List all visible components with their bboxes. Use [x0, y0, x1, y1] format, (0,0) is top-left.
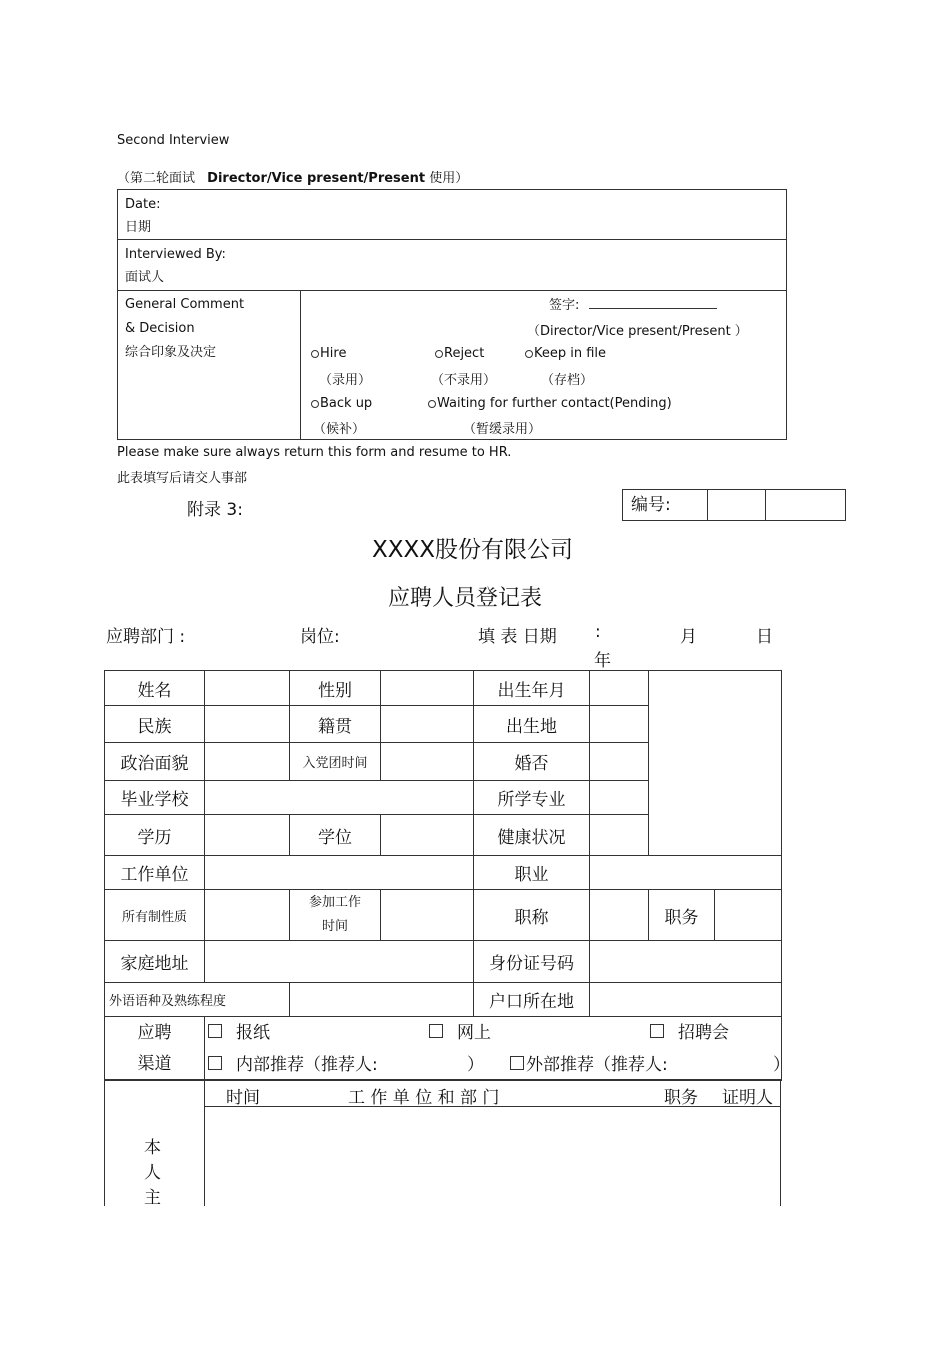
resume-left-border [104, 1080, 105, 1206]
newspaper-label: 报纸 [236, 1023, 270, 1043]
fair-label: 招聘会 [678, 1023, 729, 1043]
hire-cn: （录用） [319, 373, 372, 388]
radio-circle-icon [311, 350, 319, 358]
channel-online[interactable] [429, 1018, 491, 1043]
id-number-input[interactable] [590, 941, 782, 983]
internal-close: ） [467, 1055, 484, 1075]
party-time-label: 入党团时间 [290, 743, 381, 781]
channel-fair[interactable] [650, 1018, 729, 1043]
duty-input[interactable] [715, 890, 782, 941]
option-keep[interactable] [525, 346, 606, 361]
registration-table [104, 670, 790, 1081]
option-backup[interactable] [311, 396, 372, 411]
resume-side-2: 人 [144, 1163, 161, 1183]
work-start-line-1: 参加工作 [308, 895, 361, 910]
birth-input[interactable] [590, 671, 649, 706]
radio-circle-icon [428, 400, 436, 408]
fill-date-colon: : [595, 622, 601, 642]
day-label: 日 [756, 627, 773, 647]
title-label: 职称 [474, 890, 590, 941]
online-label: 网上 [457, 1023, 491, 1043]
language-input[interactable] [290, 983, 474, 1017]
radio-circle-icon [525, 350, 533, 358]
date-label-cn: 日期 [125, 220, 152, 235]
health-label: 健康状况 [474, 815, 590, 856]
resume-section [104, 1079, 781, 1206]
subtitle-post: 使用） [429, 171, 469, 186]
title-input[interactable] [590, 890, 649, 941]
reject-label: Reject [444, 346, 485, 361]
degree-label: 学位 [290, 815, 381, 856]
decision-cell [301, 291, 787, 440]
party-time-input[interactable] [381, 743, 474, 781]
radio-circle-icon [435, 350, 443, 358]
return-note-en: Please make sure always return this form and resume to HR. [117, 445, 512, 460]
year-label: 年 [594, 651, 611, 671]
channel-label-1: 应聘 [137, 1022, 172, 1043]
subtitle-bold: Director/Vice present/Present [207, 171, 426, 186]
birthplace-input[interactable] [590, 706, 649, 743]
major-input[interactable] [590, 781, 649, 815]
keep-cn: （存档） [541, 373, 594, 388]
id-number-label: 身份证号码 [474, 941, 590, 983]
radio-circle-icon [311, 400, 319, 408]
hire-label: Hire [320, 346, 347, 361]
keep-label: Keep in file [534, 346, 607, 361]
date-field[interactable] [118, 190, 787, 240]
degree-input[interactable] [381, 815, 474, 856]
option-hire[interactable] [311, 346, 346, 361]
number-label: 编号: [623, 490, 708, 520]
channel-external[interactable] [510, 1050, 668, 1075]
fill-date-label: 填 表 日期 [478, 627, 557, 647]
gender-input[interactable] [381, 671, 474, 706]
comment-label-cell [118, 291, 301, 440]
waiting-cn: （暂缓录用） [463, 422, 542, 437]
channel-options [205, 1017, 790, 1081]
name-input[interactable] [205, 671, 290, 706]
subtitle-pre: （第二轮面试 [117, 171, 196, 186]
waiting-label: Waiting for further contact(Pending) [437, 396, 672, 411]
hukou-label: 户口所在地 [474, 983, 590, 1017]
work-start-input[interactable] [381, 890, 474, 941]
school-input[interactable] [205, 781, 474, 815]
month-label: 月 [680, 627, 697, 647]
backup-label: Back up [320, 396, 373, 411]
work-start-line-2: 时间 [321, 919, 348, 934]
interviewer-field[interactable] [118, 240, 787, 291]
resume-col-time: 时间 [226, 1088, 260, 1108]
political-label: 政治面貌 [105, 743, 205, 781]
birthplace-label: 出生地 [474, 706, 590, 743]
interviewer-label-cn: 面试人 [125, 270, 165, 285]
language-label: 外语语种及熟练程度 [105, 983, 290, 1017]
sign-label: 签字: [549, 298, 580, 313]
channel-newspaper[interactable] [208, 1018, 270, 1043]
education-label: 学历 [105, 815, 205, 856]
resume-side-1: 本 [144, 1138, 161, 1158]
health-input[interactable] [590, 815, 649, 856]
reject-cn: （不录用） [431, 373, 497, 388]
external-close: ） [773, 1055, 790, 1075]
employer-input[interactable] [205, 856, 474, 890]
marital-input[interactable] [590, 743, 649, 781]
native-input[interactable] [381, 706, 474, 743]
return-note-cn: 此表填写后请交人事部 [117, 471, 248, 486]
work-start-label [290, 890, 381, 941]
interviewer-label-en: Interviewed By: [125, 247, 226, 262]
channel-label [105, 1017, 205, 1081]
signature-line[interactable] [549, 294, 717, 313]
second-interview-subtitle [117, 167, 468, 186]
ownership-input[interactable] [205, 890, 290, 941]
comment-label-cn: 综合印象及决定 [125, 345, 217, 360]
option-waiting[interactable] [428, 396, 672, 411]
address-label: 家庭地址 [105, 941, 205, 983]
signature-underline [589, 298, 717, 309]
sign-role: （Director/Vice present/Present ） [527, 324, 748, 339]
number-cell-2[interactable] [766, 490, 844, 520]
school-label: 毕业学校 [105, 781, 205, 815]
ethnicity-input[interactable] [205, 706, 290, 743]
backup-cn: （候补） [313, 422, 366, 437]
ethnicity-label: 民族 [105, 706, 205, 743]
political-input[interactable] [205, 743, 290, 781]
channel-internal[interactable] [208, 1050, 378, 1075]
second-interview-title: Second Interview [117, 133, 230, 148]
position-label: 岗位: [300, 627, 340, 647]
resume-side-3: 主 [144, 1188, 161, 1208]
form-title: 应聘人员登记表 [388, 586, 543, 611]
native-label: 籍贯 [290, 706, 381, 743]
name-label: 姓名 [105, 671, 205, 706]
resume-divider [204, 1080, 205, 1206]
education-input[interactable] [205, 815, 290, 856]
duty-label: 职务 [649, 890, 715, 941]
second-interview-table [117, 189, 787, 440]
number-box [622, 489, 846, 521]
number-cell-1[interactable] [708, 490, 766, 520]
birth-label: 出生年月 [474, 671, 590, 706]
option-reject[interactable] [435, 346, 484, 361]
resume-col-unit: 工 作 单 位 和 部 门 [348, 1088, 500, 1108]
checkbox-icon [650, 1024, 664, 1038]
marital-label: 婚否 [474, 743, 590, 781]
employer-label: 工作单位 [105, 856, 205, 890]
company-name: XXXX股份有限公司 [372, 537, 574, 563]
photo-area[interactable] [649, 671, 782, 856]
hukou-input[interactable] [590, 983, 782, 1017]
comment-label-en-1: General Comment [125, 297, 245, 312]
date-label-en: Date: [125, 197, 161, 212]
address-input[interactable] [205, 941, 474, 983]
occupation-input[interactable] [590, 856, 782, 890]
resume-right-border [780, 1080, 781, 1206]
occupation-label: 职业 [474, 856, 590, 890]
checkbox-icon [510, 1056, 524, 1070]
appendix-label: 附录 3: [187, 500, 243, 520]
external-label: 外部推荐（推荐人: [526, 1055, 668, 1075]
resume-col-position: 职务 [664, 1088, 698, 1108]
ownership-label: 所有制性质 [105, 890, 205, 941]
dept-label: 应聘部门 : [106, 627, 186, 647]
channel-label-2: 渠道 [137, 1053, 172, 1074]
checkbox-icon [208, 1056, 222, 1070]
gender-label: 性别 [290, 671, 381, 706]
major-label: 所学专业 [474, 781, 590, 815]
resume-col-witness: 证明人 [722, 1088, 773, 1108]
checkbox-icon [208, 1024, 222, 1038]
internal-label: 内部推荐（推荐人: [236, 1055, 378, 1075]
checkbox-icon [429, 1024, 443, 1038]
comment-label-en-2: & Decision [125, 321, 195, 336]
